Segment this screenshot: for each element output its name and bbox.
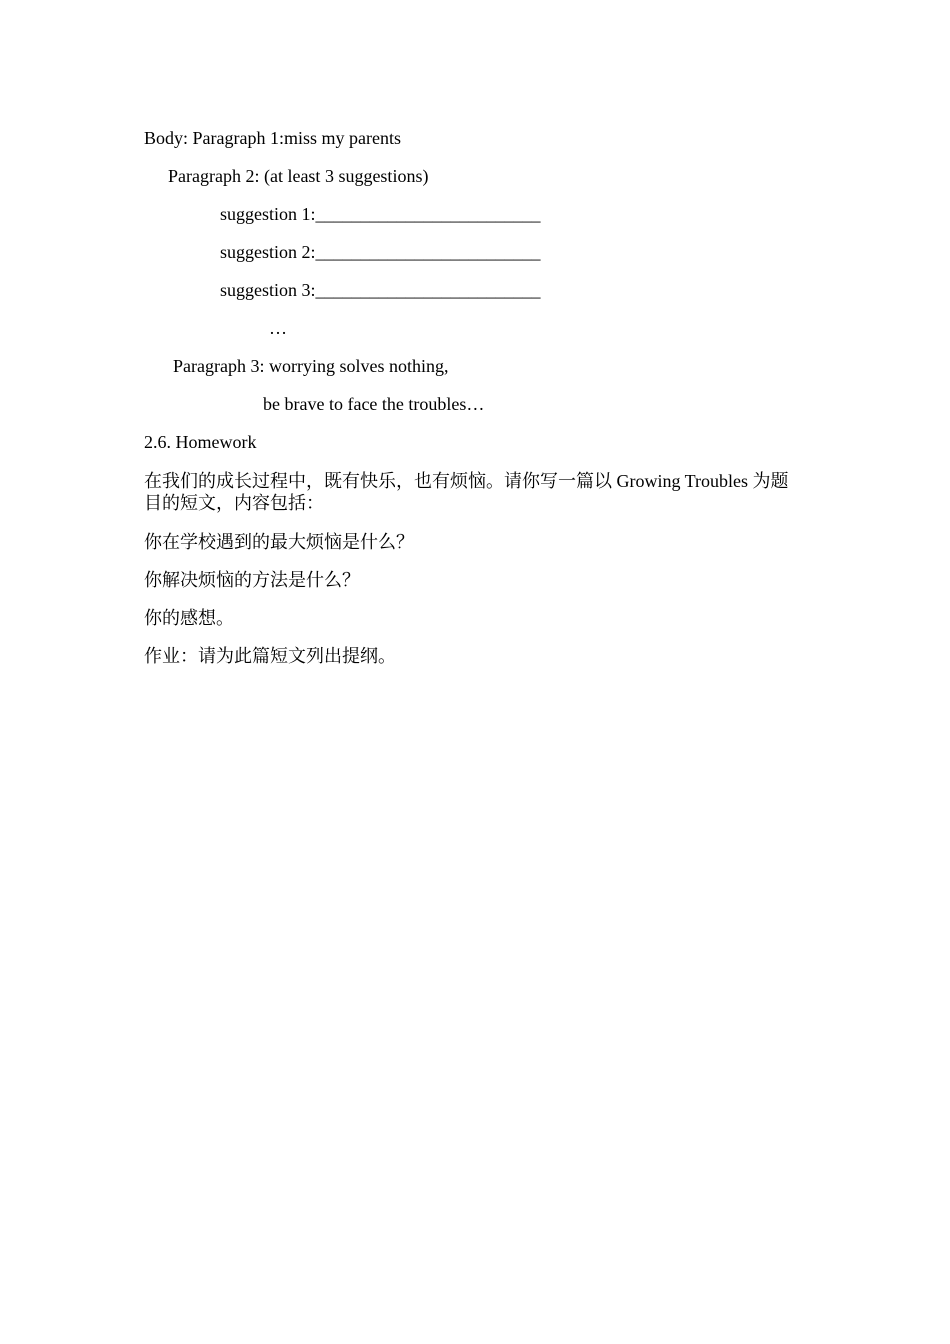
ellipsis-line: … xyxy=(269,318,287,338)
suggestion-1-line: suggestion 1:_________________________ xyxy=(220,204,541,224)
homework-point-2: 你解决烦恼的方法是什么？ xyxy=(144,570,360,590)
paragraph2-line: Paragraph 2: (at least 3 suggestions) xyxy=(168,166,429,186)
homework-point-3: 你的感想。 xyxy=(144,608,234,628)
suggestion-3-line: suggestion 3:_________________________ xyxy=(220,280,541,300)
homework-task: 作业：请为此篇短文列出提纲。 xyxy=(144,646,396,666)
body-paragraph1-line: Body: Paragraph 1:miss my parents xyxy=(144,128,401,148)
suggestion-2-line: suggestion 2:_________________________ xyxy=(220,242,541,262)
paragraph3-line: Paragraph 3: worrying solves nothing, xyxy=(173,356,449,376)
paragraph3-continuation-line: be brave to face the troubles… xyxy=(263,394,485,414)
homework-intro: 在我们的成长过程中，既有快乐，也有烦恼。请你写一篇以 Growing Troubles 为题目的短文，内容包括： xyxy=(144,471,789,513)
homework-heading: 2.6. Homework xyxy=(144,432,257,452)
homework-point-1: 你在学校遇到的最大烦恼是什么？ xyxy=(144,532,414,552)
